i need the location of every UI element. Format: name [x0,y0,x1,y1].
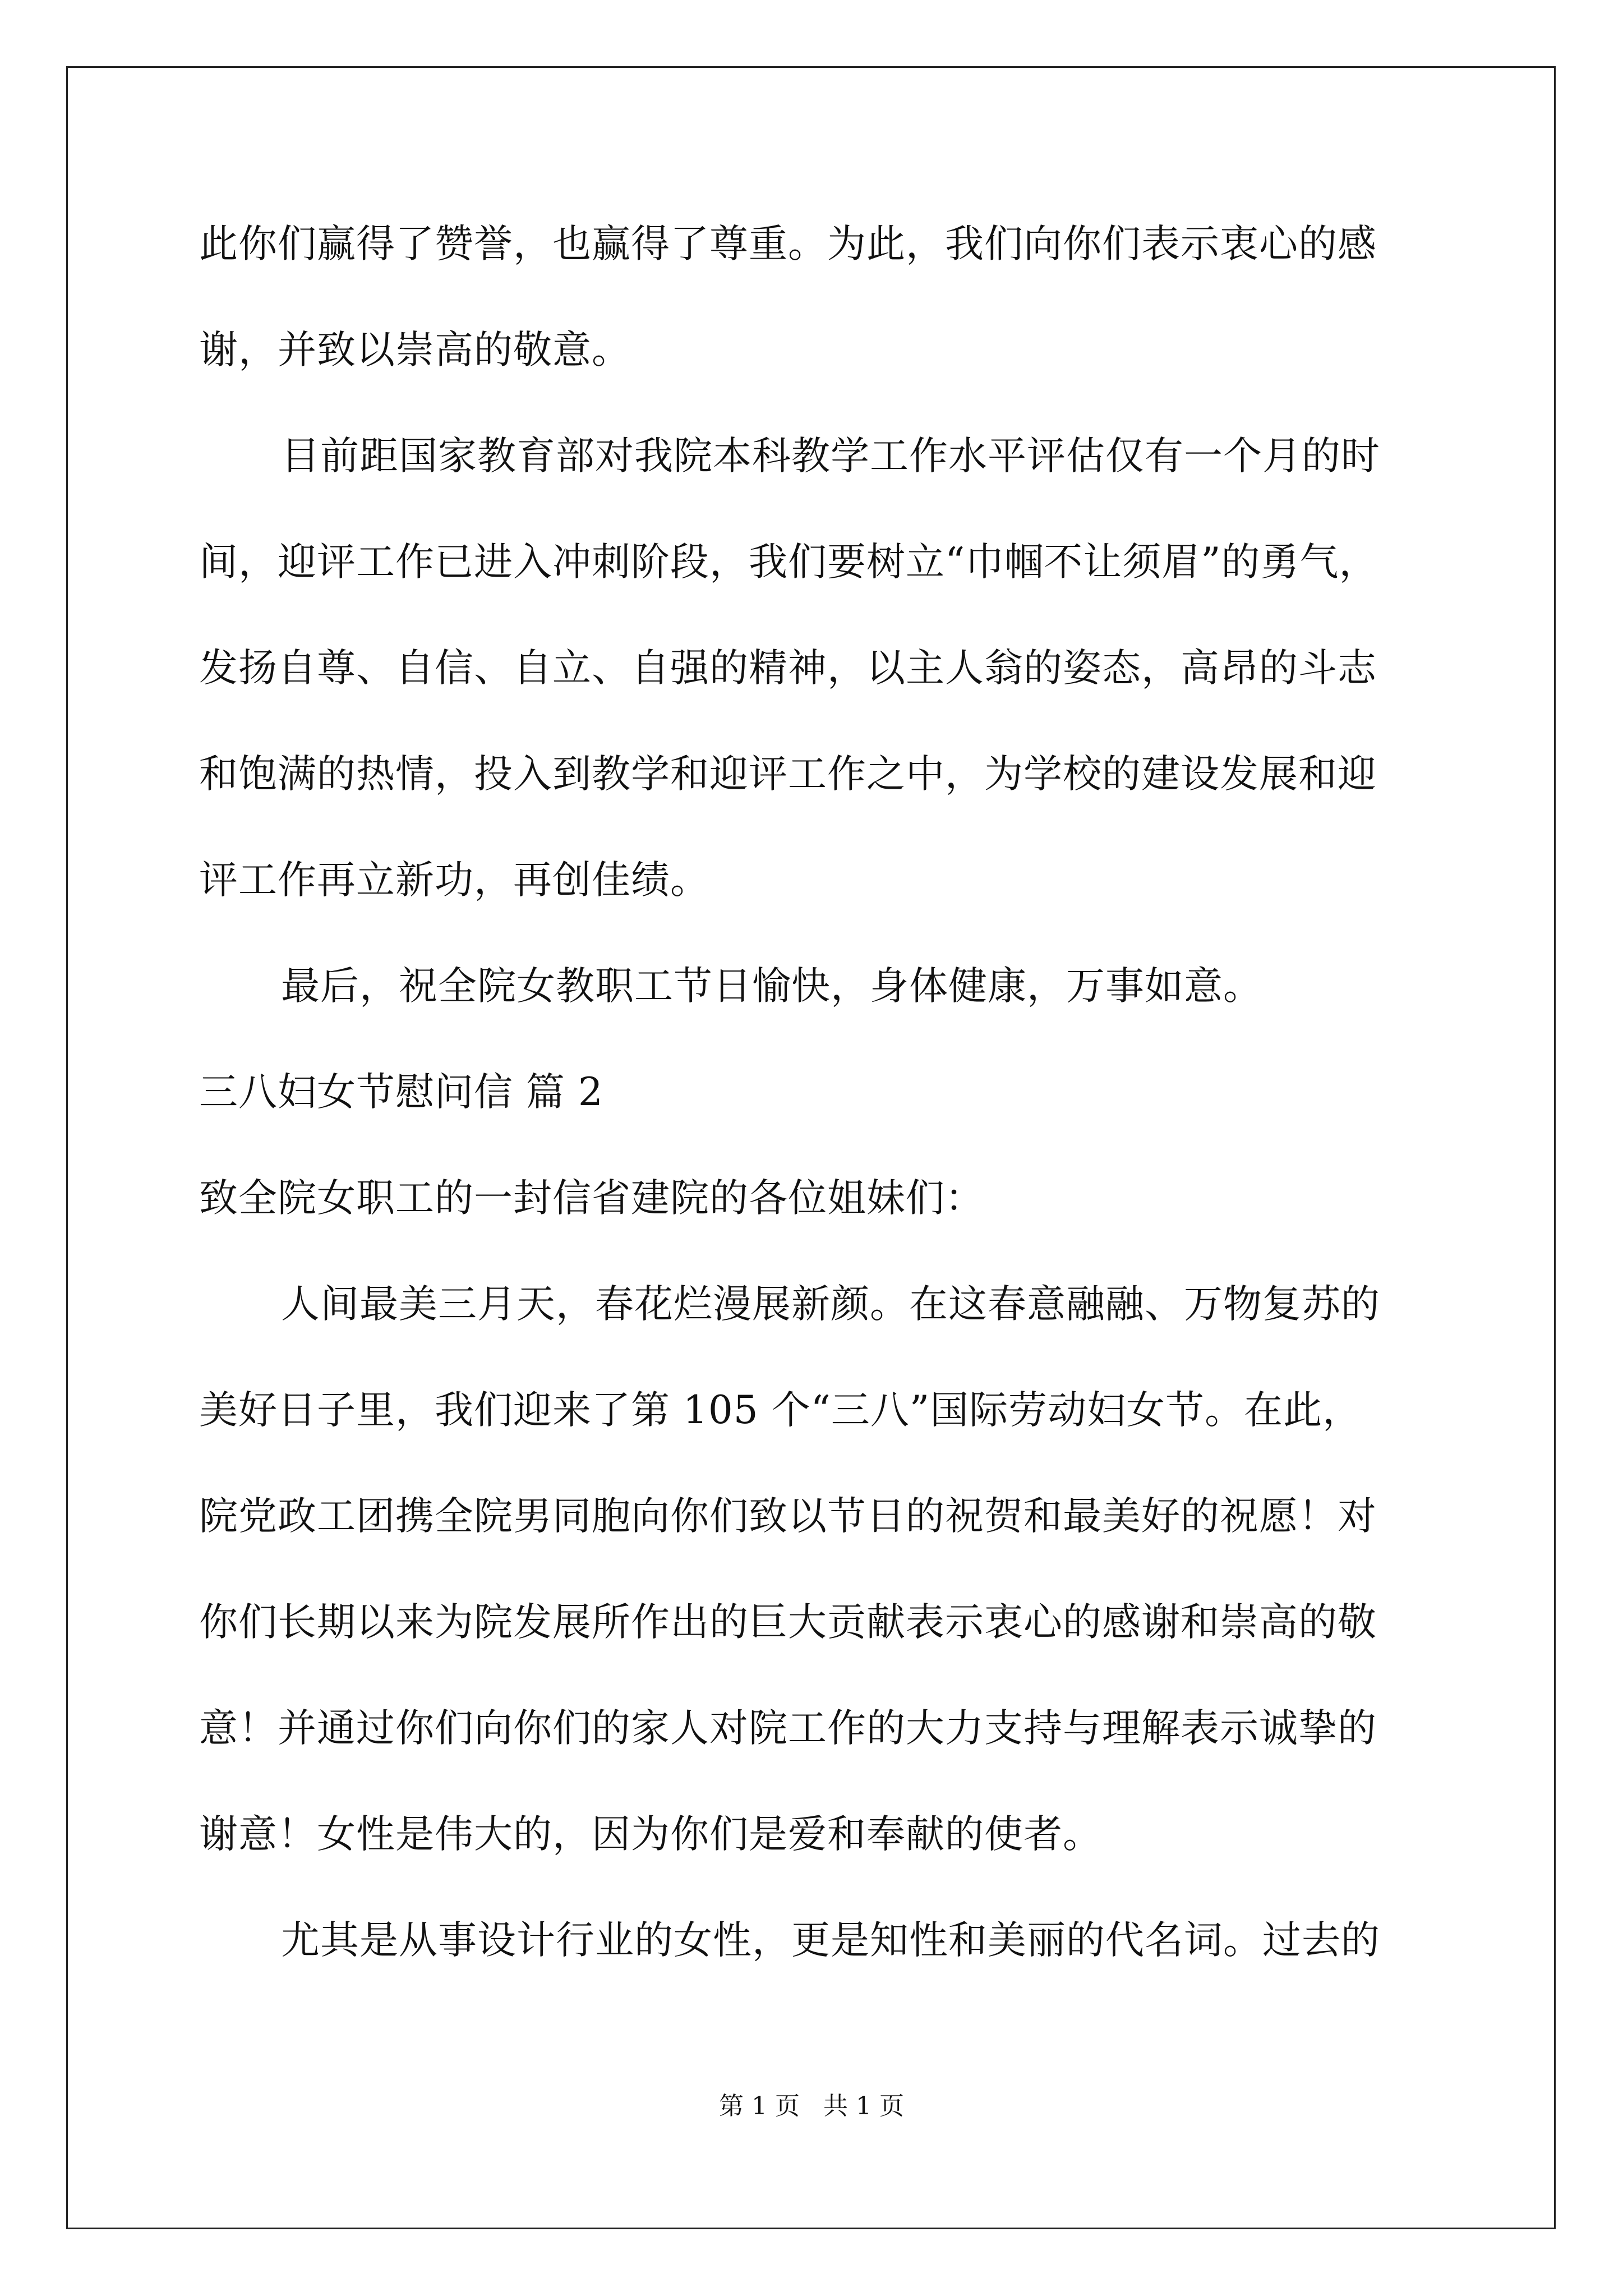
page-footer: 第 1 页 共 1 页 [719,2092,904,2120]
paragraph-line: 意！并通过你们向你们的家人对院工作的大力支持与理解表示诚挚的 [199,1706,1377,1751]
paragraph-line: 评工作再立新功，再创佳绩。 [199,858,709,903]
paragraph-line: 谢意！女性是伟大的，因为你们是爱和奉献的使者。 [199,1812,1102,1857]
paragraph-line: 和饱满的热情，投入到教学和迎评工作之中，为学校的建设发展和迎 [199,752,1377,797]
paragraph-line: 目前距国家教育部对我院本科教学工作水平评估仅有一个月的时 [281,434,1380,478]
paragraph-line: 间，迎评工作已进入冲刺阶段，我们要树立“巾帼不让须眉”的勇气， [199,540,1378,585]
document-body [199,216,1433,2018]
paragraph-line: 最后，祝全院女教职工节日愉快，身体健康，万事如意。 [281,964,1262,1009]
paragraph-line: 发扬自尊、自信、自立、自强的精神，以主人翁的姿态，高昂的斗志 [199,646,1377,691]
paragraph-line: 此你们赢得了赞誉，也赢得了尊重。为此，我们向你们表示衷心的感 [199,222,1377,266]
paragraph-line: 你们长期以来为院发展所作出的巨大贡献表示衷心的感谢和崇高的敬 [199,1600,1377,1645]
paragraph-line: 美好日子里，我们迎来了第 105 个“三八”国际劳动妇女节。在此， [199,1388,1362,1433]
paragraph-line: 院党政工团携全院男同胞向你们致以节日的祝贺和最美好的祝愿！对 [199,1494,1377,1539]
letter-salutation: 致全院女职工的一封信省建院的各位姐妹们： [199,1176,984,1221]
paragraph-line: 人间最美三月天，春花烂漫展新颜。在这春意融融、万物复苏的 [281,1282,1380,1327]
paragraph-line: 尤其是从事设计行业的女性，更是知性和美丽的代名词。过去的 [281,1918,1380,1963]
paragraph-line: 谢，并致以崇高的敬意。 [199,328,631,372]
section-heading: 三八妇女节慰问信 篇 2 [199,1070,603,1115]
